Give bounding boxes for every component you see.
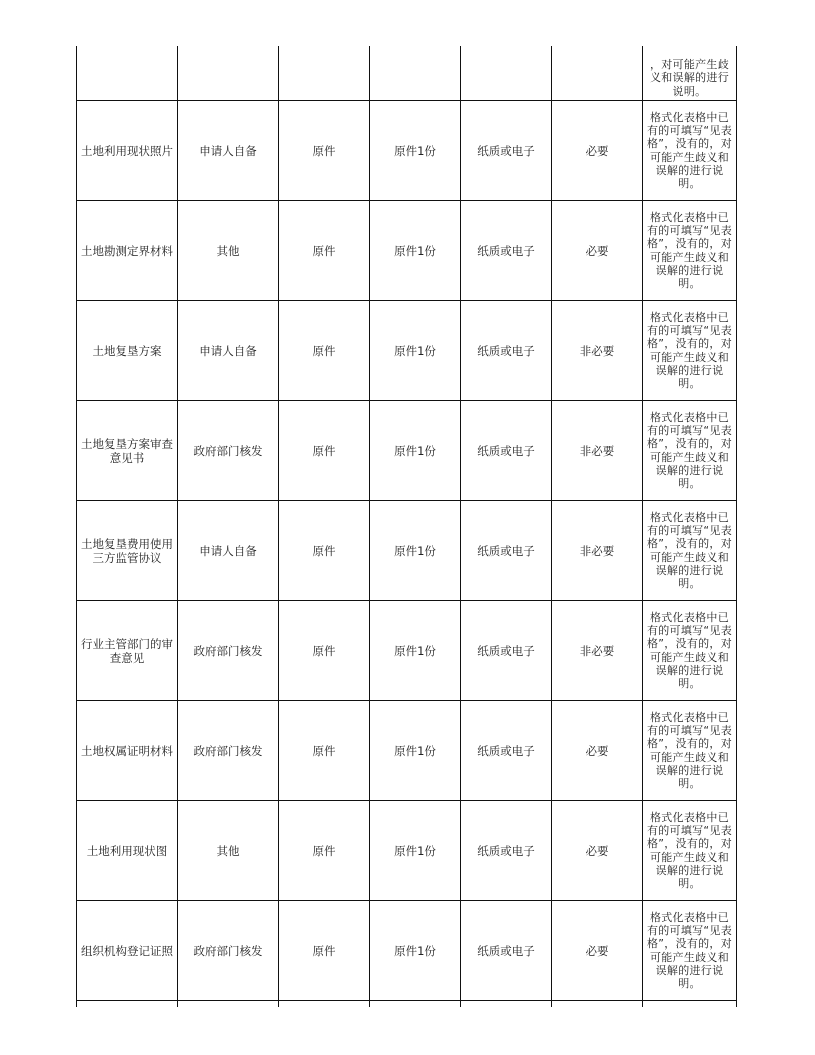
cell-quantity: 原件1份 [370, 201, 461, 301]
cell-empty [643, 1001, 737, 1008]
cell-quantity [370, 46, 461, 101]
cell-required: 非必要 [552, 401, 643, 501]
cell-source: 政府部门核发 [178, 601, 279, 701]
cell-source: 申请人自备 [178, 101, 279, 201]
cell-form: 纸质或电子 [461, 401, 552, 501]
cell-type: 原件 [279, 901, 370, 1001]
cell-name: 土地勘测定界材料 [77, 201, 178, 301]
cell-required: 必要 [552, 701, 643, 801]
cell-quantity: 原件1份 [370, 801, 461, 901]
cell-required: 必要 [552, 801, 643, 901]
cell-type: 原件 [279, 501, 370, 601]
cell-empty [370, 1001, 461, 1008]
cell-required: 必要 [552, 201, 643, 301]
cell-name: 土地利用现状照片 [77, 101, 178, 201]
cell-source: 政府部门核发 [178, 701, 279, 801]
cell-source: 其他 [178, 801, 279, 901]
table-row-continued [77, 46, 737, 101]
cell-form: 纸质或电子 [461, 901, 552, 1001]
cell-required: 必要 [552, 901, 643, 1001]
cell-quantity: 原件1份 [370, 301, 461, 401]
cell-empty [552, 1001, 643, 1008]
cell-note: 格式化表格中已有的可填写“见表格”，没有的，对可能产生歧义和误解的进行说明。 [643, 901, 737, 1001]
cell-note: 格式化表格中已有的可填写“见表格”，没有的，对可能产生歧义和误解的进行说明。 [643, 701, 737, 801]
materials-table-sheet [76, 46, 736, 1007]
cell-source: 申请人自备 [178, 501, 279, 601]
table-row [77, 201, 737, 301]
cell-type: 原件 [279, 101, 370, 201]
cell-note: 格式化表格中已有的可填写“见表格”，没有的，对可能产生歧义和误解的进行说明。 [643, 301, 737, 401]
cell-note: 格式化表格中已有的可填写“见表格”，没有的，对可能产生歧义和误解的进行说明。 [643, 601, 737, 701]
cell-form: 纸质或电子 [461, 101, 552, 201]
cell-form: 纸质或电子 [461, 601, 552, 701]
cell-required: 必要 [552, 101, 643, 201]
cell-note: 格式化表格中已有的可填写“见表格”，没有的，对可能产生歧义和误解的进行说明。 [643, 501, 737, 601]
cell-required: 非必要 [552, 501, 643, 601]
table-row [77, 601, 737, 701]
cell-name [77, 46, 178, 101]
table-row [77, 101, 737, 201]
table-row-continues [77, 1001, 737, 1008]
cell-name: 土地复垦费用使用三方监管协议 [77, 501, 178, 601]
cell-form [461, 46, 552, 101]
cell-note: 格式化表格中已有的可填写“见表格”，没有的，对可能产生歧义和误解的进行说明。 [643, 201, 737, 301]
table-row [77, 701, 737, 801]
cell-type [279, 46, 370, 101]
table-row [77, 401, 737, 501]
cell-note: 格式化表格中已有的可填写“见表格”，没有的，对可能产生歧义和误解的进行说明。 [643, 401, 737, 501]
cell-quantity: 原件1份 [370, 701, 461, 801]
table-row [77, 501, 737, 601]
materials-table [76, 46, 737, 1007]
table-row [77, 301, 737, 401]
cell-note: 格式化表格中已有的可填写“见表格”，没有的，对可能产生歧义和误解的进行说明。 [643, 101, 737, 201]
cell-name: 组织机构登记证照 [77, 901, 178, 1001]
cell-type: 原件 [279, 401, 370, 501]
cell-name: 土地复垦方案 [77, 301, 178, 401]
cell-source: 其他 [178, 201, 279, 301]
cell-quantity: 原件1份 [370, 501, 461, 601]
cell-source: 政府部门核发 [178, 401, 279, 501]
cell-form: 纸质或电子 [461, 201, 552, 301]
cell-form: 纸质或电子 [461, 801, 552, 901]
cell-form: 纸质或电子 [461, 701, 552, 801]
cell-quantity: 原件1份 [370, 901, 461, 1001]
cell-form: 纸质或电子 [461, 301, 552, 401]
cell-type: 原件 [279, 701, 370, 801]
cell-empty [77, 1001, 178, 1008]
table-row [77, 801, 737, 901]
cell-quantity: 原件1份 [370, 101, 461, 201]
cell-type: 原件 [279, 601, 370, 701]
cell-empty [461, 1001, 552, 1008]
cell-type: 原件 [279, 201, 370, 301]
cell-source [178, 46, 279, 101]
cell-source: 政府部门核发 [178, 901, 279, 1001]
cell-source: 申请人自备 [178, 301, 279, 401]
table-row [77, 901, 737, 1001]
cell-form: 纸质或电子 [461, 501, 552, 601]
cell-required: 非必要 [552, 601, 643, 701]
cell-name: 土地权属证明材料 [77, 701, 178, 801]
cell-type: 原件 [279, 301, 370, 401]
cell-quantity: 原件1份 [370, 401, 461, 501]
materials-table-body [77, 46, 737, 1007]
cell-required: 非必要 [552, 301, 643, 401]
cell-note: 格式化表格中已有的可填写“见表格”，没有的，对可能产生歧义和误解的进行说明。 [643, 801, 737, 901]
cell-name: 行业主管部门的审查意见 [77, 601, 178, 701]
cell-type: 原件 [279, 801, 370, 901]
cell-name: 土地复垦方案审查意见书 [77, 401, 178, 501]
cell-empty [279, 1001, 370, 1008]
cell-empty [178, 1001, 279, 1008]
cell-required [552, 46, 643, 101]
cell-note: ，对可能产生歧义和误解的进行说明。 [643, 46, 737, 101]
cell-quantity: 原件1份 [370, 601, 461, 701]
cell-name: 土地利用现状图 [77, 801, 178, 901]
